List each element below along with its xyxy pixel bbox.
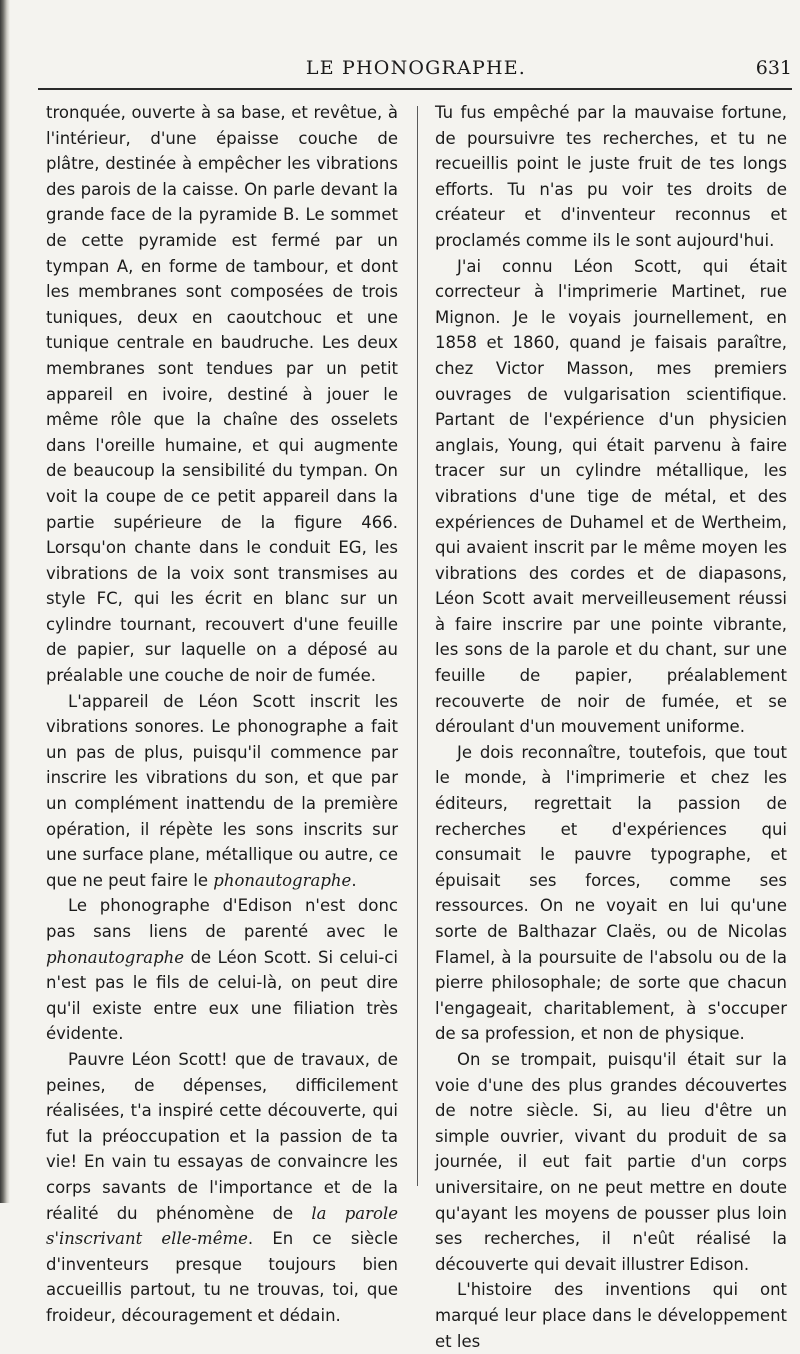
paragraph-text: Le phonographe d'Edison n'est donc pas sans liens de parenté avec le xyxy=(46,896,398,941)
page-binding-edge xyxy=(0,0,10,1203)
paragraph-text: . En ce siècle d'inventeurs presque toujours bien accueillis partout, tu ne trouvas, toi, que froideur, découragement et dédain. xyxy=(46,1229,398,1325)
page-number: 631 xyxy=(755,57,792,79)
paragraph-text: . xyxy=(351,870,357,890)
paragraph-text: Pauvre Léon Scott! que de travaux, de peines, de dépenses, difficilement réalisées, t'a inspiré cette découverte, qui fut la préoccupation et la passion de ta vie! En vain tu essayas de convaincre les corps savants de l'importance et de la réalité du phénomène de xyxy=(46,1049,398,1223)
right-column xyxy=(435,100,787,1354)
column-divider xyxy=(417,106,418,1186)
paragraph xyxy=(46,1047,398,1329)
left-column xyxy=(46,100,398,1329)
running-title: LE PHONOGRAPHE. xyxy=(305,57,527,79)
running-head xyxy=(40,52,792,82)
paragraph xyxy=(46,893,398,1047)
paragraph-text: L'appareil de Léon Scott inscrit les vibrations sonores. Le phonographe a fait un pas de plus, puisqu'il commence par inscrire les vibrations du son, et que par un complément inattendu de la première opération, il répète les sons inscrits sur une surface plane, métallique ou autre, ce que ne peut faire le xyxy=(46,691,398,890)
paragraph xyxy=(46,689,398,894)
italic-term: la parole s'inscrivant elle-même xyxy=(46,1203,398,1249)
paragraph: tronquée, ouverte à sa base, et revêtue, à l'intérieur, d'une épaisse couche de plâtre, destinée à empêcher les vibrations des parois de la caisse. On parle devant la grande face de la pyramide B. Le sommet de cette pyramide est fermé par un tympan A, en forme de tambour, et dont les membranes sont composées de trois tuniques, deux en caoutchouc et une tunique centrale en baudruche. Les deux membranes sont tendues par un petit appareil en ivoire, destiné à jouer le même rôle que la chaîne des osselets dans l'oreille humaine, et qui augmente de beaucoup la sensibilité du tympan. On voit la coupe de ce petit appareil dans la partie supérieure de la figure 466. Lorsqu'on chante dans le conduit EG, les vibrations de la voix sont transmises au style FC, qui les écrit en blanc sur un cylindre tournant, recouvert d'une feuille de papier, sur laquelle on a déposé au préalable une couche de noir de fumée. xyxy=(46,103,398,686)
header-rule xyxy=(38,88,792,90)
paragraph: On se trompait, puisqu'il était sur la voie d'une des plus grandes découvertes de notre siècle. Si, au lieu d'être un simple ouvrier, vivant du produit de sa journée, il eut fait partie d'un corps universitaire, on ne peut mettre en doute qu'ayant les moyens de pousser plus loin ses recherches, il n'eût réalisé la découverte qui devait illustrer Edison. xyxy=(435,1049,787,1274)
italic-term: phonautographe xyxy=(213,870,352,890)
paragraph: Tu fus empêché par la mauvaise fortune, de poursuivre tes recherches, et tu ne recueillis point le juste fruit de tes longs efforts. Tu n'as pu voir tes droits de créateur et d'inventeur reconnus et proclamés comme ils le sont aujourd'hui. xyxy=(435,103,787,250)
italic-term: phonautographe xyxy=(46,947,185,967)
paragraph: Je dois reconnaître, toutefois, que tout le monde, à l'imprimerie et chez les éditeurs, regrettait la passion de recherches et d'expériences qui consumait le pauvre typographe, et épuisait ses forces, comme ses ressources. On ne voyait en lui qu'une sorte de Balthazar Claës, ou de Nicolas Flamel, à la poursuite de l'absolu ou de la pierre philosophale; de sorte que chacun l'engageait, charitablement, à s'occuper de sa profession, et non de physique. xyxy=(435,742,787,1044)
paragraph: L'histoire des inventions qui ont marqué leur place dans le développement et les xyxy=(435,1280,787,1351)
paragraph-text: de Léon Scott. Si celui-ci n'est pas le fils de celui-là, on peut dire qu'il existe entre eux une filiation très évidente. xyxy=(46,947,398,1044)
paragraph: J'ai connu Léon Scott, qui était correcteur à l'imprimerie Martinet, rue Mignon. Je le voyais journellement, en 1858 et 1860, quand je faisais paraître, chez Victor Masson, mes premiers ouvrages de vulgarisation scientifique. Partant de l'expérience d'un physicien anglais, Young, qui était parvenu à faire tracer sur un cylindre métallique, les vibrations d'une tige de métal, et des expériences de Duhamel et de Wertheim, qui avaient inscrit par le même moyen les vibrations des cordes et de diapasons, Léon Scott avait merveilleusement réussi à faire inscrire par une pointe vibrante, les sons de la parole et du chant, sur une feuille de papier, préalablement recouverte de noir de fumée, et se déroulant d'un mouvement uniforme. xyxy=(435,256,787,737)
